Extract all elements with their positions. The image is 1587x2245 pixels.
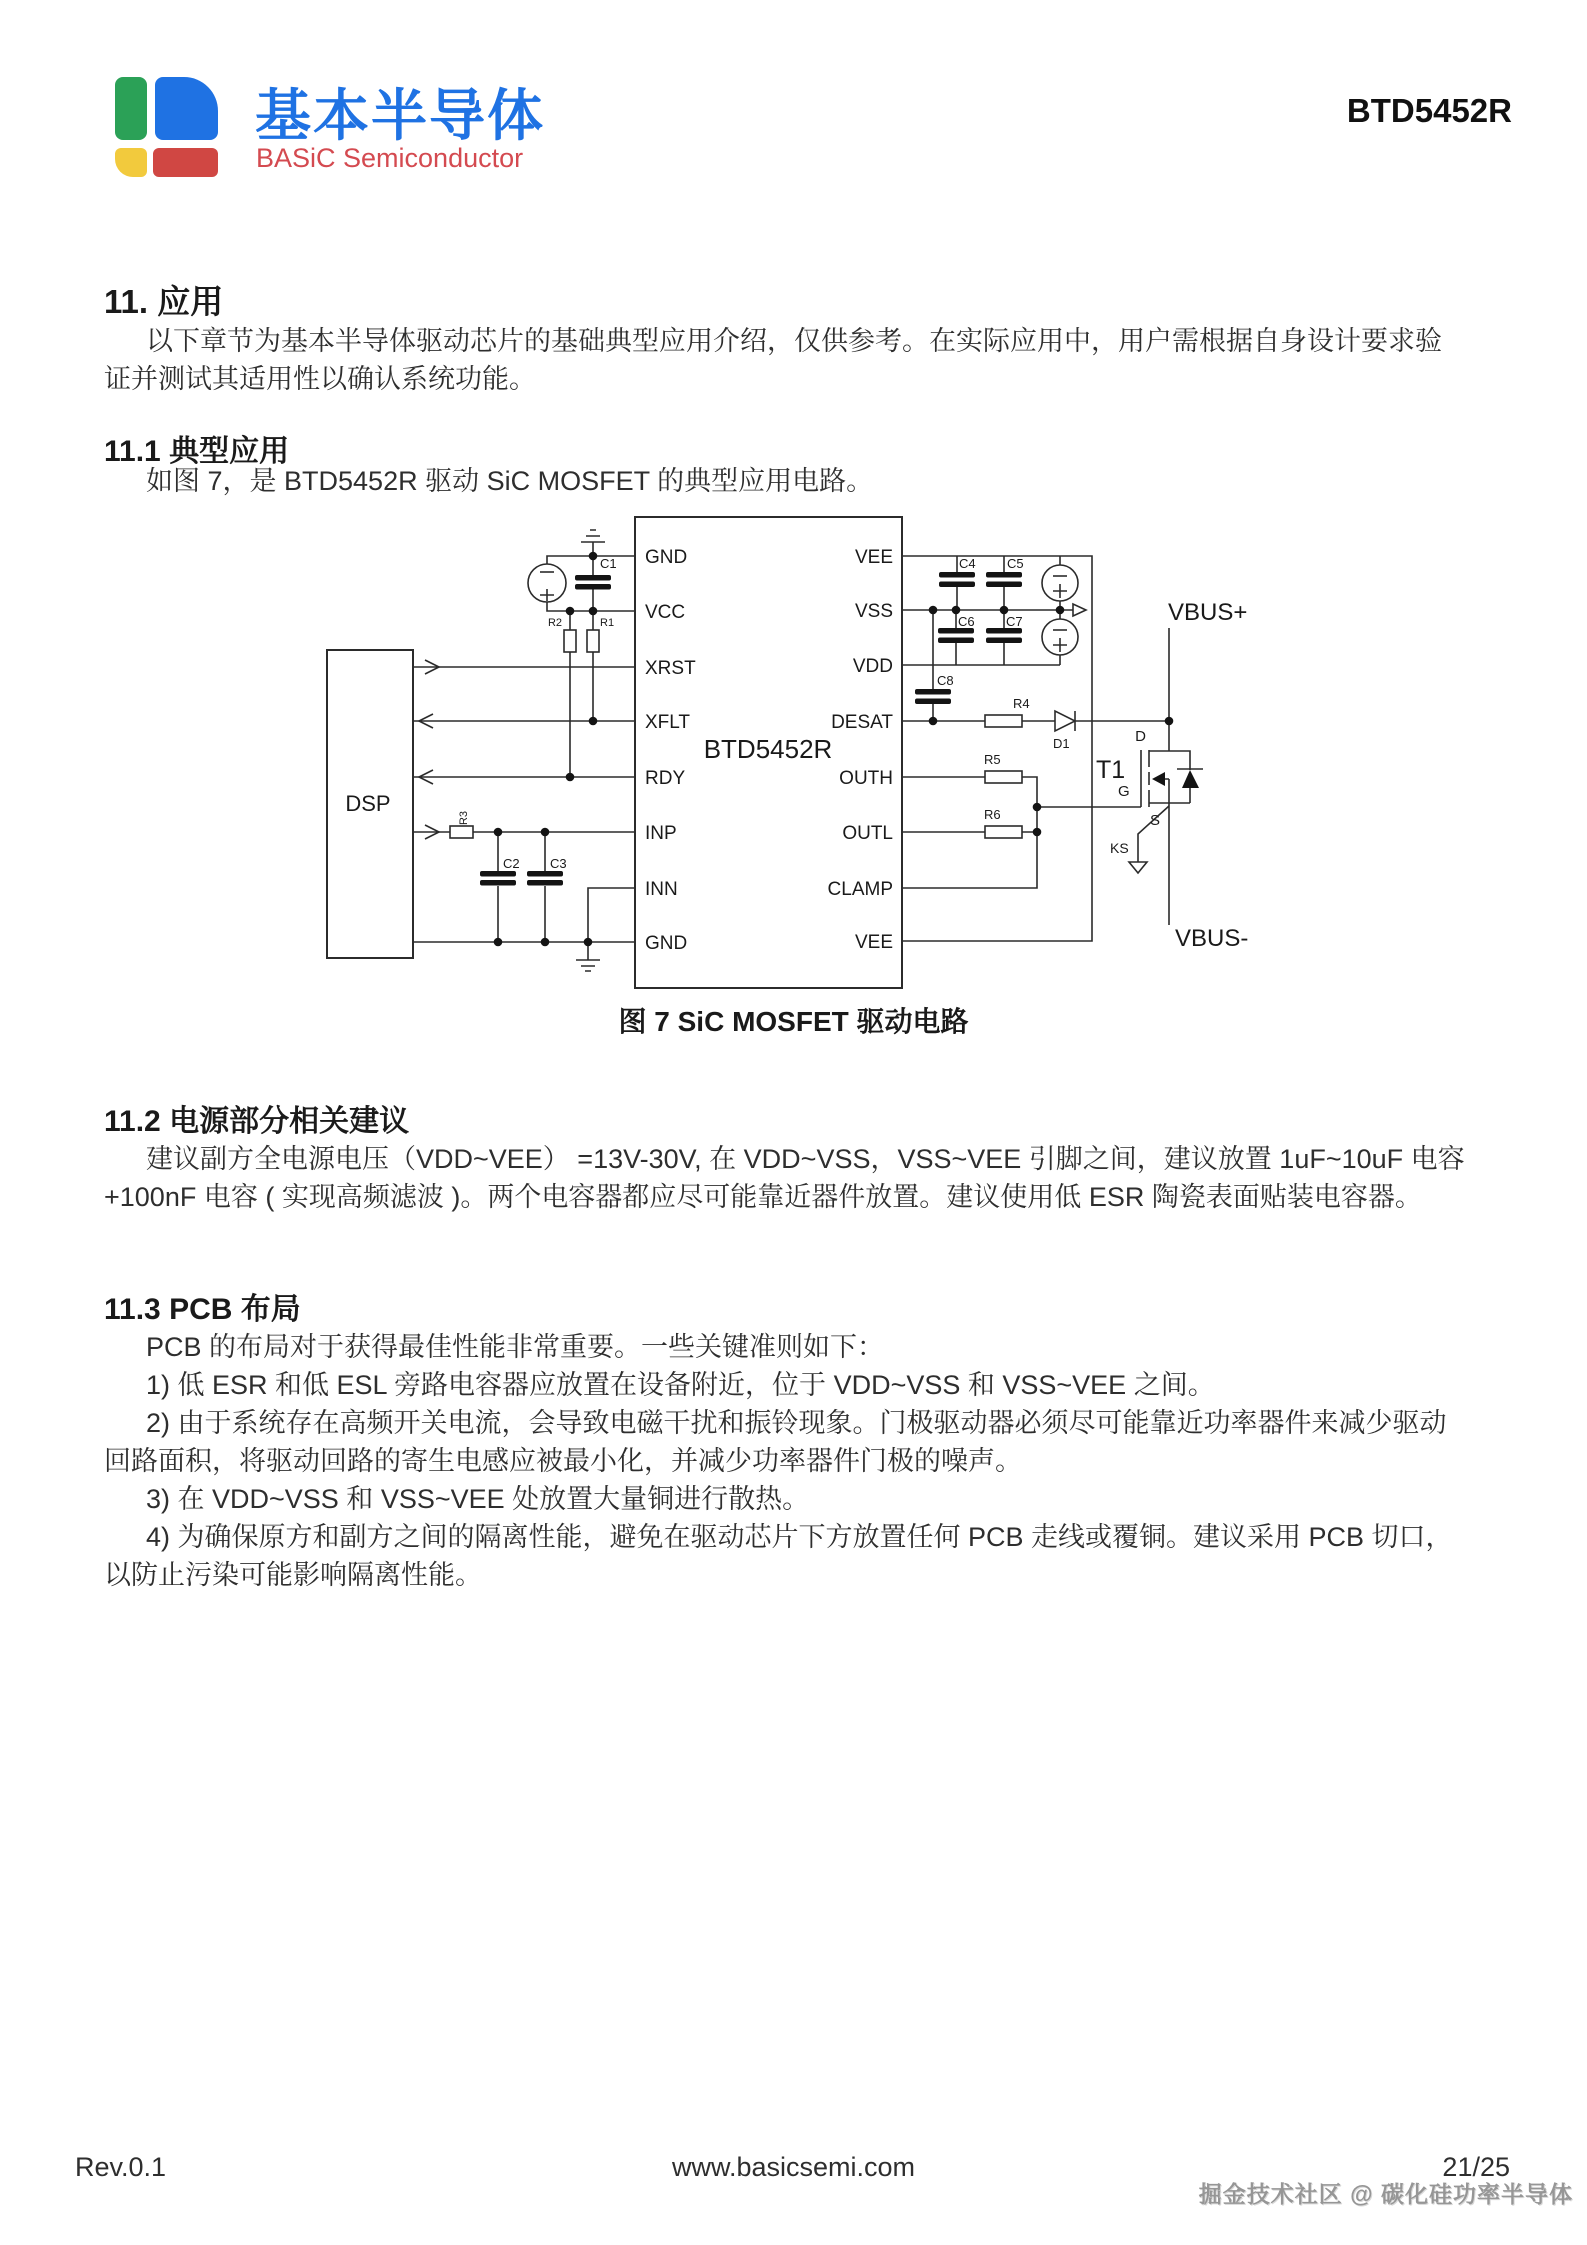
paragraph-line: +100nF 电容 ( 实现高频滤波 )。两个电容器都应尽可能靠近器件放置。建议使用低 ESR 陶瓷表面贴装电容器。 — [104, 1182, 1422, 1212]
logo-yellow-block — [115, 148, 147, 177]
company-name-en: BASiC Semiconductor — [256, 143, 524, 173]
ground-icon — [576, 942, 600, 971]
ic-name-label: BTD5452R — [703, 734, 833, 764]
paragraph-line: 1) 低 ESR 和低 ESL 旁路电容器应放置在设备附近，位于 VDD~VSS 和 VSS~VEE 之间。 — [146, 1370, 1215, 1400]
component-label-r4: R4 — [1013, 696, 1030, 711]
ic-pin-label: OUTL — [842, 823, 893, 844]
capacitor-c8-icon — [915, 689, 951, 695]
circuit-diagram — [310, 505, 1260, 1000]
section-11-2-paragraph — [104, 1140, 1516, 1216]
company-logo-icon — [115, 77, 219, 178]
component-label-r2: R2 — [547, 617, 562, 629]
capacitor-c5-icon — [986, 572, 1022, 578]
paragraph-line: 如图 7，是 BTD5452R 驱动 SiC MOSFET 的典型应用电路。 — [146, 466, 874, 496]
paragraph-line: PCB 的布局对于获得最佳性能非常重要。一些关键准则如下： — [146, 1332, 885, 1362]
figure-caption: 图 7 SiC MOSFET 驱动电路 — [618, 1006, 969, 1037]
body-diode-icon — [1182, 770, 1199, 788]
watermark-text: 掘金技术社区 @ 碳化硅功率半导体 — [1198, 2181, 1573, 2207]
body-diode-wires — [1169, 751, 1203, 803]
diode-d1-icon — [1055, 711, 1075, 731]
ic-pin-label: DESAT — [831, 712, 893, 733]
kelvin-source-label: KS — [1110, 840, 1129, 856]
section-11-2-title: 11.2 电源部分相关建议 — [104, 1105, 410, 1138]
mosfet-source-label: S — [1150, 812, 1161, 829]
ic-pin-label: CLAMP — [827, 879, 893, 900]
component-label-c8: C8 — [937, 673, 954, 688]
ic-pin-label: GND — [645, 933, 688, 954]
component-label-c3: C3 — [550, 856, 567, 871]
ic-pin-label: RDY — [645, 768, 686, 789]
capacitor-c3-icon — [527, 871, 563, 877]
wire-clamp — [902, 807, 1037, 888]
plus-sign — [1053, 584, 1067, 598]
component-label-r6: R6 — [984, 807, 1001, 822]
revision-label: Rev.0.1 — [75, 2152, 167, 2182]
ic-pin-label: VEE — [854, 932, 893, 953]
capacitor-c4-icon — [939, 572, 975, 578]
component-label-r3: R3 — [458, 810, 470, 826]
paragraph-line: 建议副方全电源电压（VDD~VEE） =13V-30V, 在 VDD~VSS，VSS~VEE 引脚之间，建议放置 1uF~10uF 电容 — [146, 1144, 1465, 1174]
ic-pin-label: OUTH — [839, 768, 893, 789]
section-11-1-paragraph — [104, 462, 1516, 500]
resistor-r5 — [985, 771, 1022, 783]
ic-pin-label: GND — [645, 547, 688, 568]
website-link[interactable]: www.basicsemi.com — [671, 2152, 916, 2182]
capacitor-c2-icon — [480, 871, 516, 877]
ic-pin-label: VEE — [854, 547, 893, 568]
component-label-r1: R1 — [600, 617, 615, 629]
ic-pin-label: VDD — [852, 656, 893, 677]
resistor-r4 — [985, 715, 1022, 727]
resistor-r2 — [564, 630, 576, 652]
logo-green-block — [115, 77, 147, 140]
component-label-c2: C2 — [503, 856, 520, 871]
component-label-c4: C4 — [959, 556, 976, 571]
component-label-t1: T1 — [1096, 756, 1126, 784]
mosfet-drain-label: D — [1135, 728, 1146, 745]
resistor-r1 — [587, 630, 599, 652]
vbus-pos-label: VBUS+ — [1168, 599, 1248, 626]
capacitor-c1-icon — [575, 575, 611, 581]
ic-pin-label: XFLT — [645, 712, 691, 733]
ic-pin-label: VCC — [645, 602, 686, 623]
mosfet-arrow-icon — [1152, 772, 1165, 786]
part-number: BTD5452R — [1346, 92, 1512, 129]
logo-blue-block — [155, 77, 218, 140]
component-label-c5: C5 — [1007, 556, 1024, 571]
component-label-c6: C6 — [958, 614, 975, 629]
dsp-label: DSP — [345, 791, 391, 816]
paragraph-line: 以下章节为基本半导体驱动芯片的基础典型应用介绍，仅供参考。在实际应用中，用户需根据自身设计要求验 — [146, 326, 1442, 356]
plus-sign — [540, 589, 554, 601]
section-11-3-title: 11.3 PCB 布局 — [104, 1293, 301, 1326]
resistor-r3 — [450, 826, 473, 838]
resistor-r6 — [985, 826, 1022, 838]
wire-inn — [588, 888, 635, 942]
paragraph-line: 2) 由于系统存在高频开关电流，会导致电磁干扰和振铃现象。门极驱动器必须尽可能靠近功率器件来减少驱动 — [146, 1408, 1447, 1438]
section-11-title: 11. 应用 — [104, 283, 224, 320]
component-label-c7: C7 — [1006, 614, 1023, 629]
kelvin-ground-icon — [1129, 862, 1147, 873]
plus-sign — [1053, 638, 1067, 652]
vbus-neg-label: VBUS- — [1175, 925, 1249, 952]
paragraph-line: 以防止污染可能影响隔离性能。 — [104, 1560, 482, 1590]
component-label-c1: C1 — [600, 556, 617, 571]
page-number: 21/25 — [1442, 2152, 1510, 2182]
paragraph-line: 证并测试其适用性以确认系统功能。 — [104, 364, 536, 394]
section-11-1-title: 11.1 典型应用 — [104, 435, 290, 468]
section-11-paragraph — [104, 322, 1516, 398]
component-label-r5: R5 — [984, 752, 1001, 767]
wire-outh — [902, 777, 1037, 807]
vss-arrow-icon — [1073, 604, 1086, 616]
paragraph-line: 3) 在 VDD~VSS 和 VSS~VEE 处放置大量铜进行散热。 — [146, 1484, 810, 1514]
paragraph-line: 回路面积，将驱动回路的寄生电感应被最小化，并减少功率器件门极的噪声。 — [104, 1446, 1022, 1476]
company-name-cn: 基本半导体 — [255, 84, 545, 147]
logo-red-block — [153, 148, 218, 177]
mosfet-gate-label: G — [1118, 783, 1130, 800]
paragraph-line: 4) 为确保原方和副方之间的隔离性能，避免在驱动芯片下方放置任何 PCB 走线或覆铜。建议采用 PCB 切口， — [146, 1522, 1453, 1552]
section-11-3-paragraph — [104, 1328, 1516, 1594]
component-label-d1: D1 — [1053, 736, 1070, 751]
ic-pin-label: INN — [645, 879, 678, 900]
ic-pin-label: XRST — [645, 658, 696, 679]
ic-pin-label: VSS — [854, 601, 893, 622]
ic-pin-label: INP — [645, 823, 677, 844]
